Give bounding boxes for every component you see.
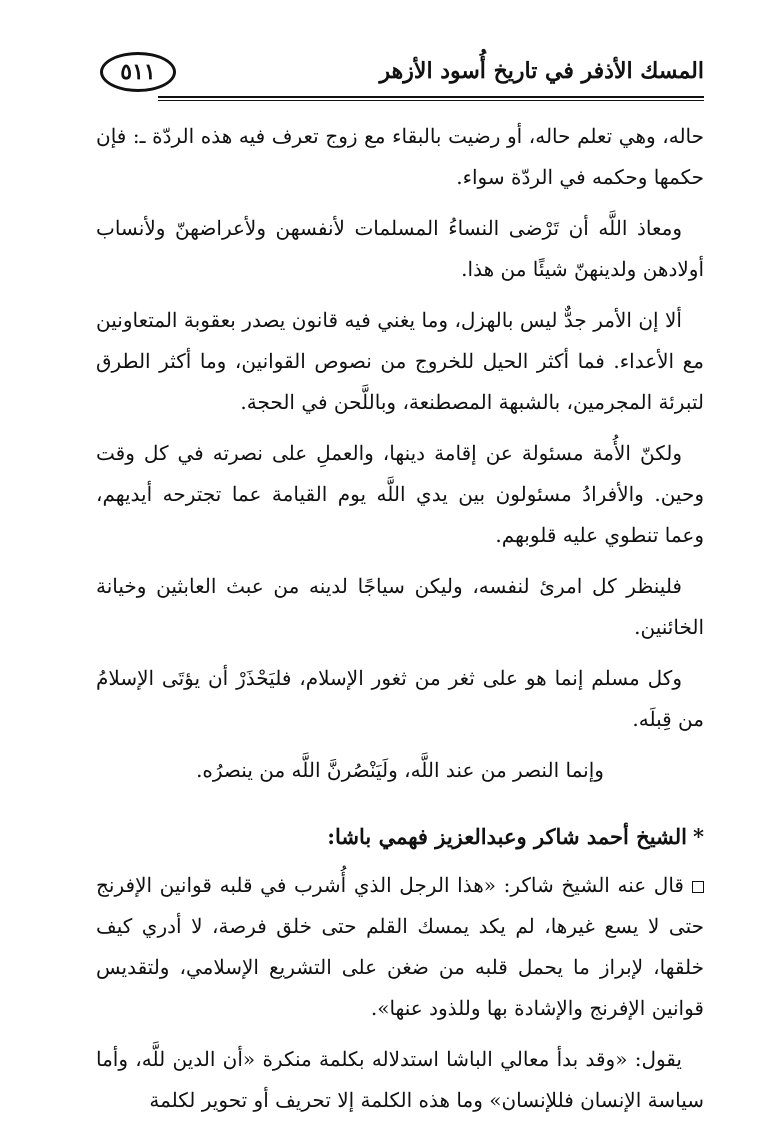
- star-marker: *: [693, 824, 704, 849]
- header-rule-thin: [158, 100, 704, 101]
- page-body: [96, 116, 704, 1131]
- page-number: ٥١١: [120, 59, 156, 85]
- book-title: المسك الأذفر في تاريخ أُسود الأزهر: [379, 58, 704, 84]
- paragraph: ومعاذ اللَّه أن تَرْضى النساءُ المسلمات لأنفسهن ولأعراضهنّ ولأنساب أولادهن ولدينهنّ شيئًا من هذا.: [96, 216, 704, 281]
- paragraph: وكل مسلم إنما هو على ثغر من ثغور الإسلام، فليَحْذَرْ أن يؤتَى الإسلامُ من قِبلَه.: [96, 666, 704, 731]
- paragraph-continuation: حاله، وهي تعلم حاله، أو رضيت بالبقاء مع زوج تعرف فيه هذه الردّة ـ: فإن حكمها وحكمه في الردّة سواء.: [96, 124, 704, 189]
- quote-paragraph: [96, 865, 704, 1029]
- paragraph: يقول: «وقد بدأ معالي الباشا استدلاله بكلمة منكرة «أن الدين للَّه، وأما سياسة الإنسان فللإنسان» وما هذه الكلمة إلا تحريف أو تحوير لكلمة: [96, 1047, 704, 1112]
- paragraph-closing: وإنما النصر من عند اللَّه، ولَيَنْصُرنَّ اللَّه من ينصرُه.: [196, 758, 604, 782]
- paragraph: ألا إن الأمر جدٌّ ليس بالهزل، وما يغني فيه قانون يصدر بعقوبة المتعاونين مع الأعداء. فما أكثر الحيل للخروج من نصوص القوانين، وما أكثر الطرق لتبرئة المجرمين، بالشبهة المصطنعة، وباللَّحن في الحجة.: [96, 308, 704, 414]
- square-bullet-icon: [692, 881, 704, 893]
- page-number-badge: [100, 52, 176, 92]
- section-heading: [96, 817, 704, 857]
- header-rule: [158, 96, 704, 98]
- quote-text: قال عنه الشيخ شاكر: «هذا الرجل الذي أُشرب في قلبه قوانين الإفرنج حتى لا يسع غيرها، لم يكد يمسك القلم حتى خلق فرصة، لا أدري كيف خلقها، لإبراز ما يحمل قلبه من ضغن على التشريع الإسلامي، ولتقديس قوانين الإفرنج والإشادة بها وللذود عنها».: [96, 873, 704, 1020]
- running-header: [100, 50, 704, 100]
- section-heading-text: الشيخ أحمد شاكر وعبدالعزيز فهمي باشا:: [327, 824, 688, 849]
- paragraph: ولكنّ الأُمة مسئولة عن إقامة دينها، والعملِ على نصرته في كل وقت وحين. والأفرادُ مسئولون بين يدي اللَّه يوم القيامة عما تجترحه أيديهم، وعما تنطوي عليه قلوبهم.: [96, 441, 704, 547]
- paragraph: فلينظر كل امرئ لنفسه، وليكن سياجًا لدينه من عبث العابثين وخيانة الخائنين.: [96, 574, 704, 639]
